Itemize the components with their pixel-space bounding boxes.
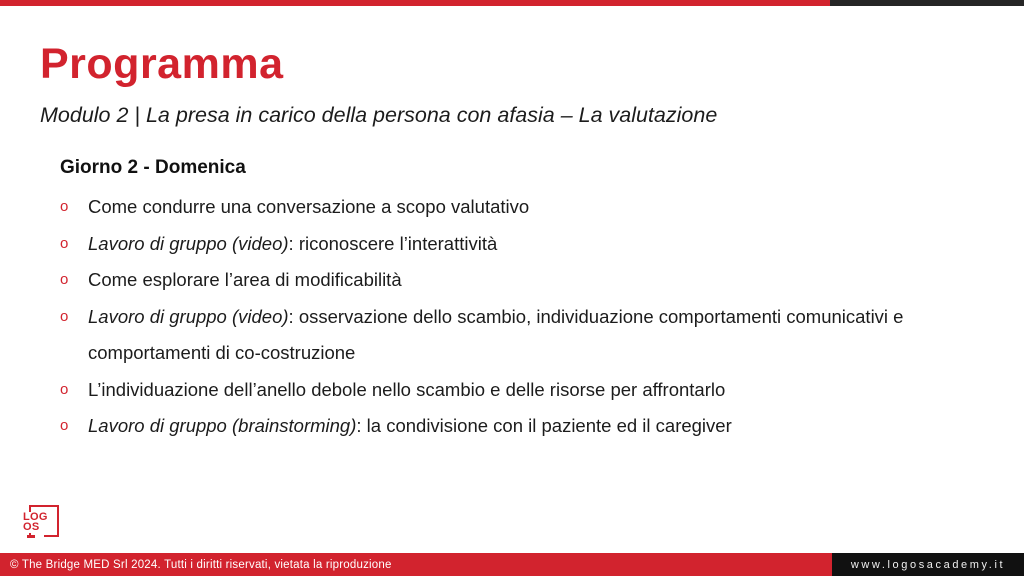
bullet-text xyxy=(88,262,938,299)
bullet-marker: o xyxy=(60,307,69,325)
slide-content xyxy=(60,156,940,445)
logo-line2: OS xyxy=(23,520,40,533)
bullet-marker: o xyxy=(60,380,69,398)
bullet-text-italic: Lavoro di gruppo (brainstorming) xyxy=(88,415,357,436)
list-item xyxy=(60,299,938,372)
logo-text xyxy=(23,512,50,533)
list-item xyxy=(60,226,938,263)
bullet-text-regular: : riconoscere l’interattività xyxy=(288,232,498,254)
logos-logo xyxy=(22,503,64,545)
slide-subtitle: Modulo 2 | La presa in carico della persona con afasia – La valutazione xyxy=(40,103,718,127)
copyright-text: © The Bridge MED Srl 2024. Tutti i diritti riservati, vietata la riproduzione xyxy=(10,558,392,571)
logo-line1: LOG xyxy=(23,511,48,523)
bullet-text xyxy=(88,299,938,372)
bullet-text-regular: Come condurre una conversazione a scopo valutativo xyxy=(88,196,530,217)
bullet-marker: o xyxy=(60,234,69,252)
list-item xyxy=(60,189,938,226)
top-accent-bar xyxy=(0,0,1024,6)
footer-website-bar xyxy=(832,553,1024,576)
list-item xyxy=(60,262,938,299)
bullet-marker: o xyxy=(60,417,69,434)
top-bar-black-segment xyxy=(830,0,1024,6)
bullet-marker: o xyxy=(60,271,69,288)
bullet-text xyxy=(88,189,938,226)
bullet-text-regular: : osservazione dello scambio, individuazione comportamenti comunicativi e comportamenti di co-costruzione xyxy=(88,305,904,363)
page-title: Programma xyxy=(40,40,284,88)
logo-dash xyxy=(27,535,35,538)
section-heading: Giorno 2 - Domenica xyxy=(60,157,246,178)
website-text: www.logosacademy.it xyxy=(850,558,1006,571)
bullet-text-italic: Lavoro di gruppo (video) xyxy=(88,305,289,327)
bullet-text xyxy=(88,226,938,263)
bullet-text xyxy=(88,408,938,445)
bullet-text-regular: L’individuazione dell’anello debole nello scambio e delle risorse per affrontarlo xyxy=(88,378,726,400)
bullet-text-regular: Come esplorare l’area di modificabilità xyxy=(88,269,402,290)
bullet-text-italic: Lavoro di gruppo (video) xyxy=(88,232,289,254)
bullet-list xyxy=(60,189,938,445)
bullet-marker: o xyxy=(60,198,69,215)
list-item xyxy=(60,408,938,445)
list-item xyxy=(60,372,938,409)
bullet-text-regular: : la condivisione con il paziente ed il caregiver xyxy=(356,415,732,436)
footer-copyright-bar xyxy=(0,553,832,576)
bullet-text xyxy=(88,372,938,409)
top-bar-red-segment xyxy=(0,0,830,6)
